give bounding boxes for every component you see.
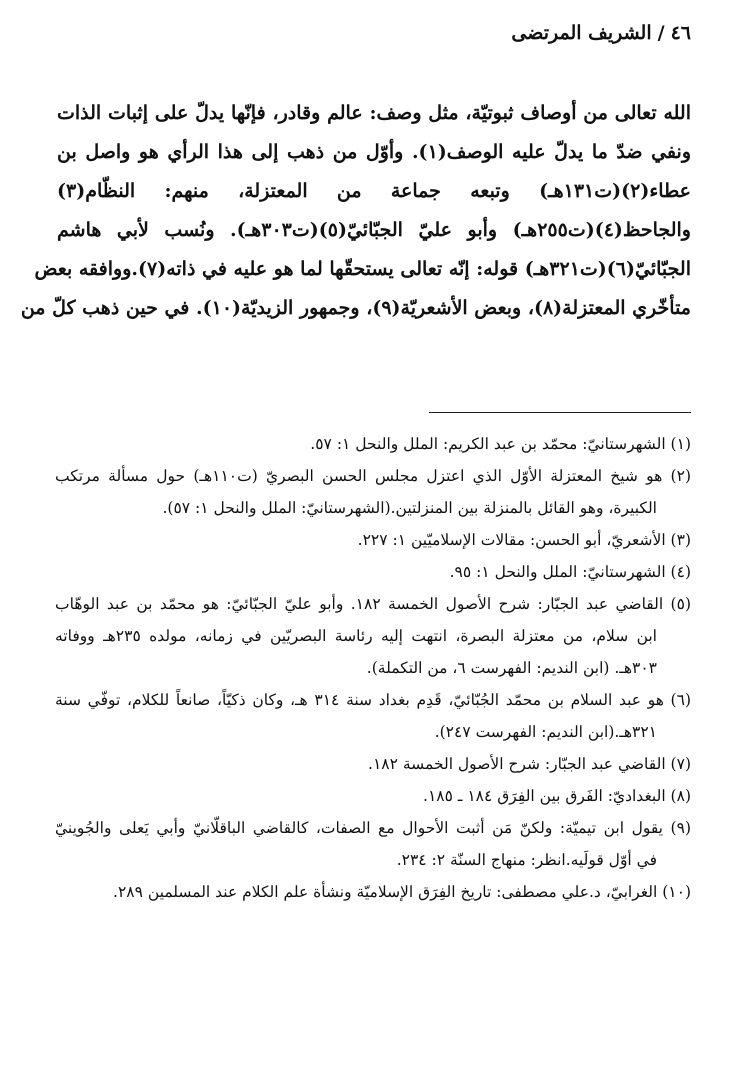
footnote-2 <box>55 460 691 524</box>
footnote-line: (٧) القاضي عبد الجبّار: شرح الأصول الخمسة ١٨٢. <box>368 755 691 773</box>
footnote-line: في أوّل قولَيه.انظر: منهاج السنّة ٢: ٢٣٤. <box>396 851 657 869</box>
footnote-1 <box>55 428 691 460</box>
footnote-9 <box>55 812 691 876</box>
footnote-8 <box>55 780 691 812</box>
main-text <box>20 94 691 328</box>
footnotes <box>55 428 691 908</box>
footnote-3 <box>55 524 691 556</box>
footnote-line: (٣) الأشعريّ، أبو الحسن: مقالات الإسلاميّين ١: ٢٢٧. <box>357 531 691 549</box>
footnote-line: (٦) هو عبد السلام بن محمّد الجُبّائيّ، قَدِم بغداد سنة ٣١٤ هـ، وكان ذكيّاً، صانعاً للكلام، توفّي سنة <box>55 691 691 709</box>
running-header <box>511 22 691 44</box>
page-number: ٤٦ <box>670 22 691 44</box>
body-line: والجاحظ(٤)(ت٢٥٥هـ) وأبو عليّ الجبّائيّ(٥)(ت٣٠٣هـ). ونُسب لأبي هاشم <box>57 219 691 241</box>
footnote-line: ٣٢١هـ.(ابن النديم: الفهرست ٢٤٧). <box>434 723 657 741</box>
footnote-10 <box>55 876 691 908</box>
body-line: عطاء(٢)(ت١٣١هـ) وتبعه جماعة من المعتزلة، منهم: النظّام(٣) <box>57 180 691 202</box>
footnote-line: (٤) الشهرستانيّ: الملل والنحل ١: ٩٥. <box>449 563 691 581</box>
footnote-7 <box>55 748 691 780</box>
footnote-line: (٩) يقول ابن تيميّة: ولكنّ مَن أثبت الأحوال مع الصفات، كالقاضي الباقلّانيّ وأبي يَعلى والجُوينيّ <box>55 819 691 837</box>
header-separator: / <box>657 22 665 44</box>
footnote-4 <box>55 556 691 588</box>
footnote-6 <box>55 684 691 748</box>
body-line: متأخّري المعتزلة(٨)، وبعض الأشعريّة(٩)، وجمهور الزيديّة(١٠). في حين ذهب كلّ من <box>20 297 691 319</box>
footnote-line: ابن سلام، من معتزلة البصرة، انتهت إليه رئاسة البصريّين في زمانه، مولده ٢٣٥هـ ووفاته <box>55 627 657 645</box>
footnote-line: (٨) البغداديّ: الفَرق بين الفِرَق ١٨٤ ـ ١٨٥. <box>423 787 691 805</box>
footnote-line: ٣٠٣هـ. (ابن النديم: الفهرست ٦، من التكملة). <box>366 659 657 677</box>
footnote-separator-rule <box>429 412 691 413</box>
running-title: الشريف المرتضى <box>511 22 652 44</box>
footnote-line: (٢) هو شيخ المعتزلة الأوّل الذي اعتزل مجلس الحسن البصريّ (ت١١٠هـ) حول مسألة مرتكب <box>55 467 691 485</box>
body-line: الجبّائيّ(٦)(ت٣٢١هـ) قوله: إنّه تعالى يستحقّها لما هو عليه في ذاته(٧).ووافقه بعض <box>34 258 691 280</box>
body-line: الله تعالى من أوصاف ثبوتيّة، مثل وصف: عالم وقادر، فإنّها يدلّ على إثبات الذات <box>57 102 691 124</box>
footnote-line: (٥) القاضي عبد الجبّار: شرح الأصول الخمسة ١٨٢. وأبو عليّ الجبّائيّ: هو محمّد بن عبد الوهّاب <box>55 595 691 613</box>
footnote-line: (١) الشهرستانيّ: محمّد بن عبد الكريم: الملل والنحل ١: ٥٧. <box>310 435 691 453</box>
body-line: ونفي ضدّ ما يدلّ عليه الوصف(١). وأوّل من ذهب إلى هذا الرأي هو واصل بن <box>57 141 691 163</box>
footnote-line: (١٠) الغرابيّ، د.علي مصطفى: تاريخ الفِرَق الإسلاميّة ونشأة علم الكلام عند المسلمين ٢٨٩. <box>113 883 691 901</box>
footnote-5 <box>55 588 691 684</box>
footnote-line: الكبيرة، وهو القائل بالمنزلة بين المنزلتين.(الشهرستانيّ: الملل والنحل ١: ٥٧). <box>162 499 657 517</box>
